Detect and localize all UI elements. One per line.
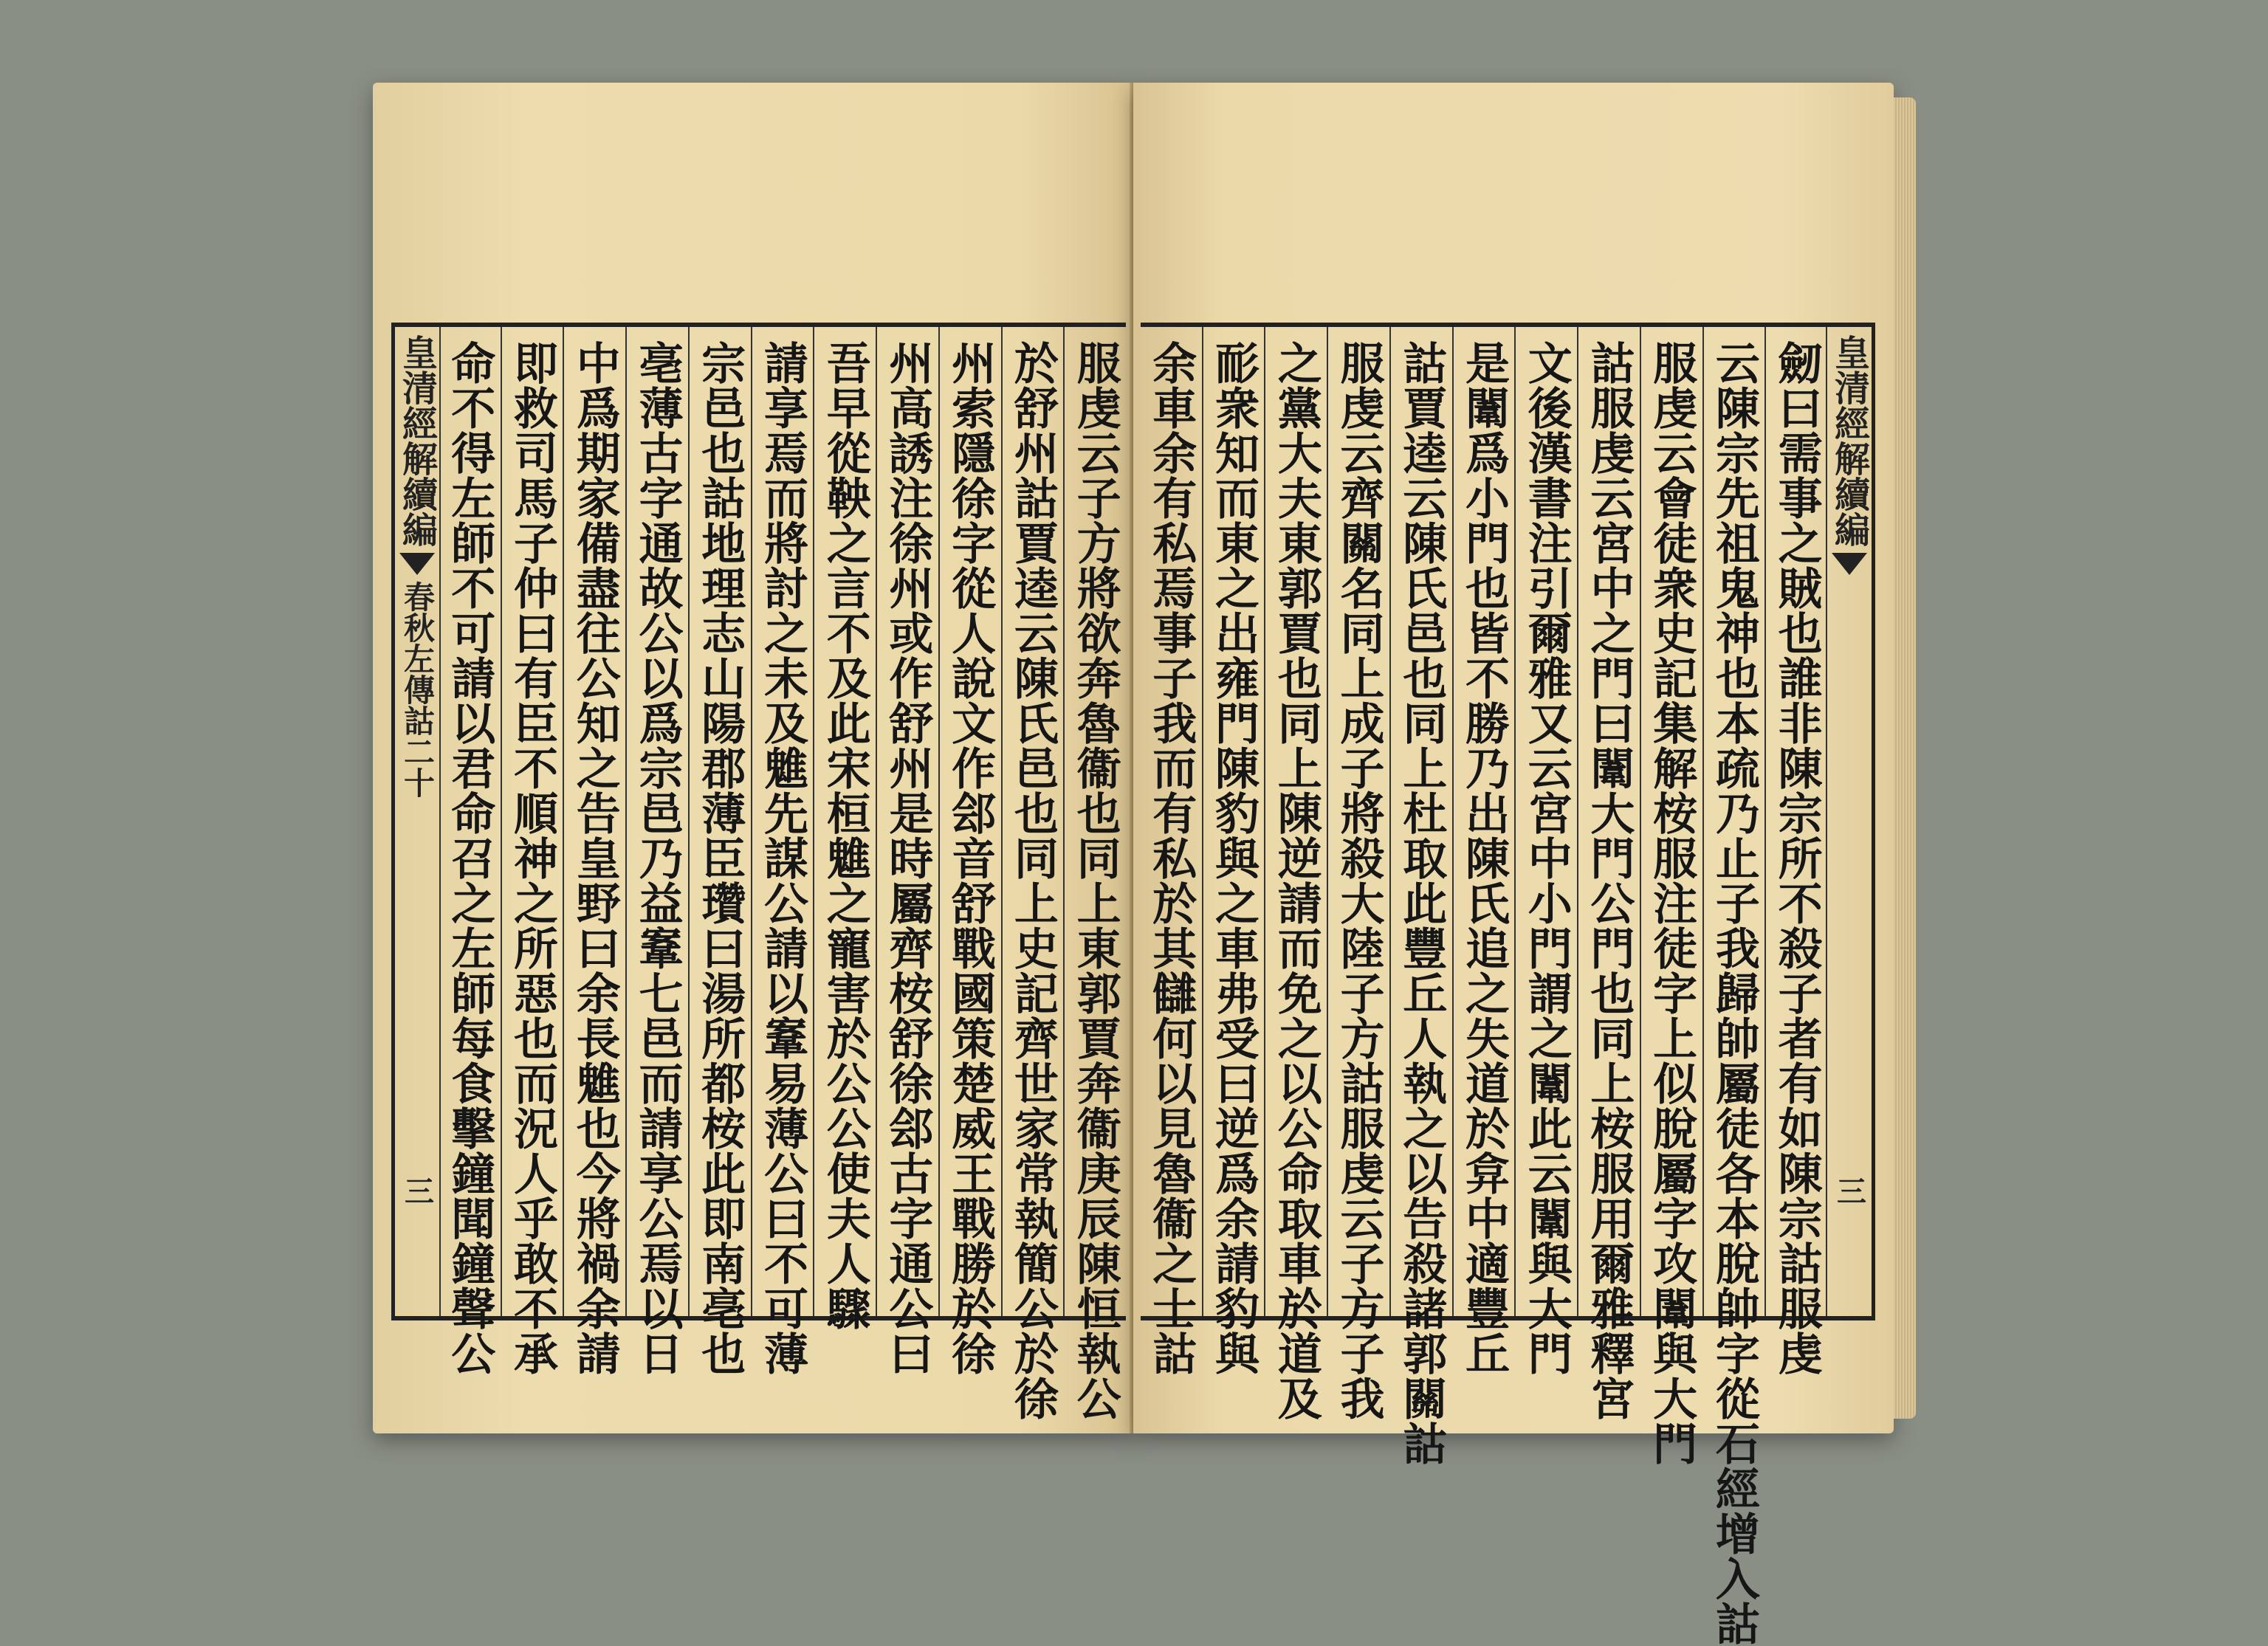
column-text: 服虔云齊關名同上成子將殺大陸子方詁服虔云子方子我 (1333, 340, 1385, 1421)
column-text: 中爲期家備盡往公知之告皇野曰余長魋也今將禍余請 (568, 340, 621, 1376)
right-page-number: 三 (1832, 1176, 1867, 1205)
fishtail-mark-icon (399, 553, 435, 575)
text-column (1514, 327, 1577, 1376)
column-text: 詁賈逵云陳氏邑也同上杜取此豐丘人執之以告殺諸郭關詁 (1395, 340, 1448, 1466)
column-text: 宗邑也詁地理志山陽郡薄臣瓚曰湯所都桉此即南亳也 (694, 340, 746, 1376)
text-column (1640, 327, 1702, 1466)
text-column (1264, 327, 1327, 1421)
left-banxin-title: 皇清經解續編 (396, 334, 438, 547)
column-text: 吾早從鞅之言不及此宋桓魋之寵害於公公使夫人驟 (819, 340, 871, 1331)
fishtail-mark-icon (1832, 553, 1867, 575)
column-text: 請享焉而將討之未及魋先謀公請以鞌易薄公曰不可薄 (756, 340, 808, 1376)
left-center-strip (395, 327, 441, 1316)
text-column (688, 327, 751, 1376)
text-column (563, 327, 625, 1376)
right-banxin-title: 皇清經解續編 (1828, 334, 1870, 547)
text-column (625, 327, 688, 1376)
text-column (813, 327, 876, 1331)
column-text: 劒曰需事之賊也誰非陳宗所不殺子者有如陳宗詁服虔 (1770, 340, 1823, 1376)
text-column (938, 327, 1001, 1376)
column-text: 耏衆知而東之出雍門陳豹與之車弗受曰逆爲余請豹與 (1208, 340, 1260, 1376)
text-column (1141, 327, 1202, 1376)
column-text: 文後漢書注引爾雅又云宮中小門謂之闈此云闈與大門 (1520, 340, 1573, 1376)
text-column (1001, 327, 1064, 1421)
text-column (876, 327, 938, 1376)
text-column (439, 327, 501, 1376)
left-page (373, 83, 1133, 1433)
column-text: 云陳宗先祖鬼神也本疏乃止子我歸帥屬徒各本脫帥字從石經增入詁 (1708, 340, 1760, 1646)
column-text: 州高誘注徐州或作舒州是時屬齊桉舒徐郐古字通公曰 (882, 340, 934, 1376)
column-text: 於舒州詁賈逵云陳氏邑也同上史記齊世家常執簡公於徐 (1006, 340, 1059, 1421)
text-column (1389, 327, 1452, 1466)
right-center-strip (1826, 327, 1872, 1316)
column-text: 命不得左師不可請以君命召之左師每食擊鐘聞鐘聲公 (444, 340, 496, 1376)
column-text: 之黨大夫東郭賈也同上陳逆請而免之以公命取車於道及 (1270, 340, 1322, 1421)
text-column (1702, 327, 1765, 1646)
column-text: 是闈爲小門也皆不勝乃出陳氏追之失道於弇中適豐丘 (1457, 340, 1510, 1376)
left-page-number: 三 (399, 1176, 435, 1205)
page-stack-edge (1894, 97, 1916, 1419)
text-column (1577, 327, 1640, 1421)
text-column (1452, 327, 1515, 1376)
column-text: 州索隱徐字從人說文作郐音舒戰國策楚威王戰勝於徐 (944, 340, 997, 1376)
text-column (751, 327, 814, 1376)
left-text-frame (391, 323, 1126, 1421)
column-text: 服虔云子方將欲奔魯衞也同上東郭賈奔衞庚辰陳恒執公 (1069, 340, 1121, 1421)
column-text: 亳薄古字通故公以爲宗邑乃益鞌七邑而請享公焉以日 (631, 340, 684, 1376)
right-columns (1141, 327, 1827, 1646)
column-text: 即救司馬子仲曰有臣不順神之所惡也而況人乎敢不承 (506, 340, 559, 1376)
text-column (1764, 327, 1827, 1376)
text-column (1063, 327, 1126, 1421)
text-column (1327, 327, 1389, 1421)
left-banxin-chapter: 春秋左傳詁二十 (399, 581, 436, 798)
open-book (373, 83, 1912, 1646)
column-text: 服虔云會徒衆史記集解桉服注徒字上似脫屬字攻闈與大門 (1646, 340, 1698, 1466)
text-column (501, 327, 563, 1376)
left-columns (439, 327, 1126, 1421)
column-text: 余車余有私焉事子我而有私於其讎何以見魯衞之士詁 (1145, 340, 1197, 1376)
text-column (1202, 327, 1265, 1376)
right-text-frame (1141, 323, 1875, 1646)
column-text: 詁服虔云宮中之門曰闈大門公門也同上桉服用爾雅釋宮 (1583, 340, 1635, 1421)
